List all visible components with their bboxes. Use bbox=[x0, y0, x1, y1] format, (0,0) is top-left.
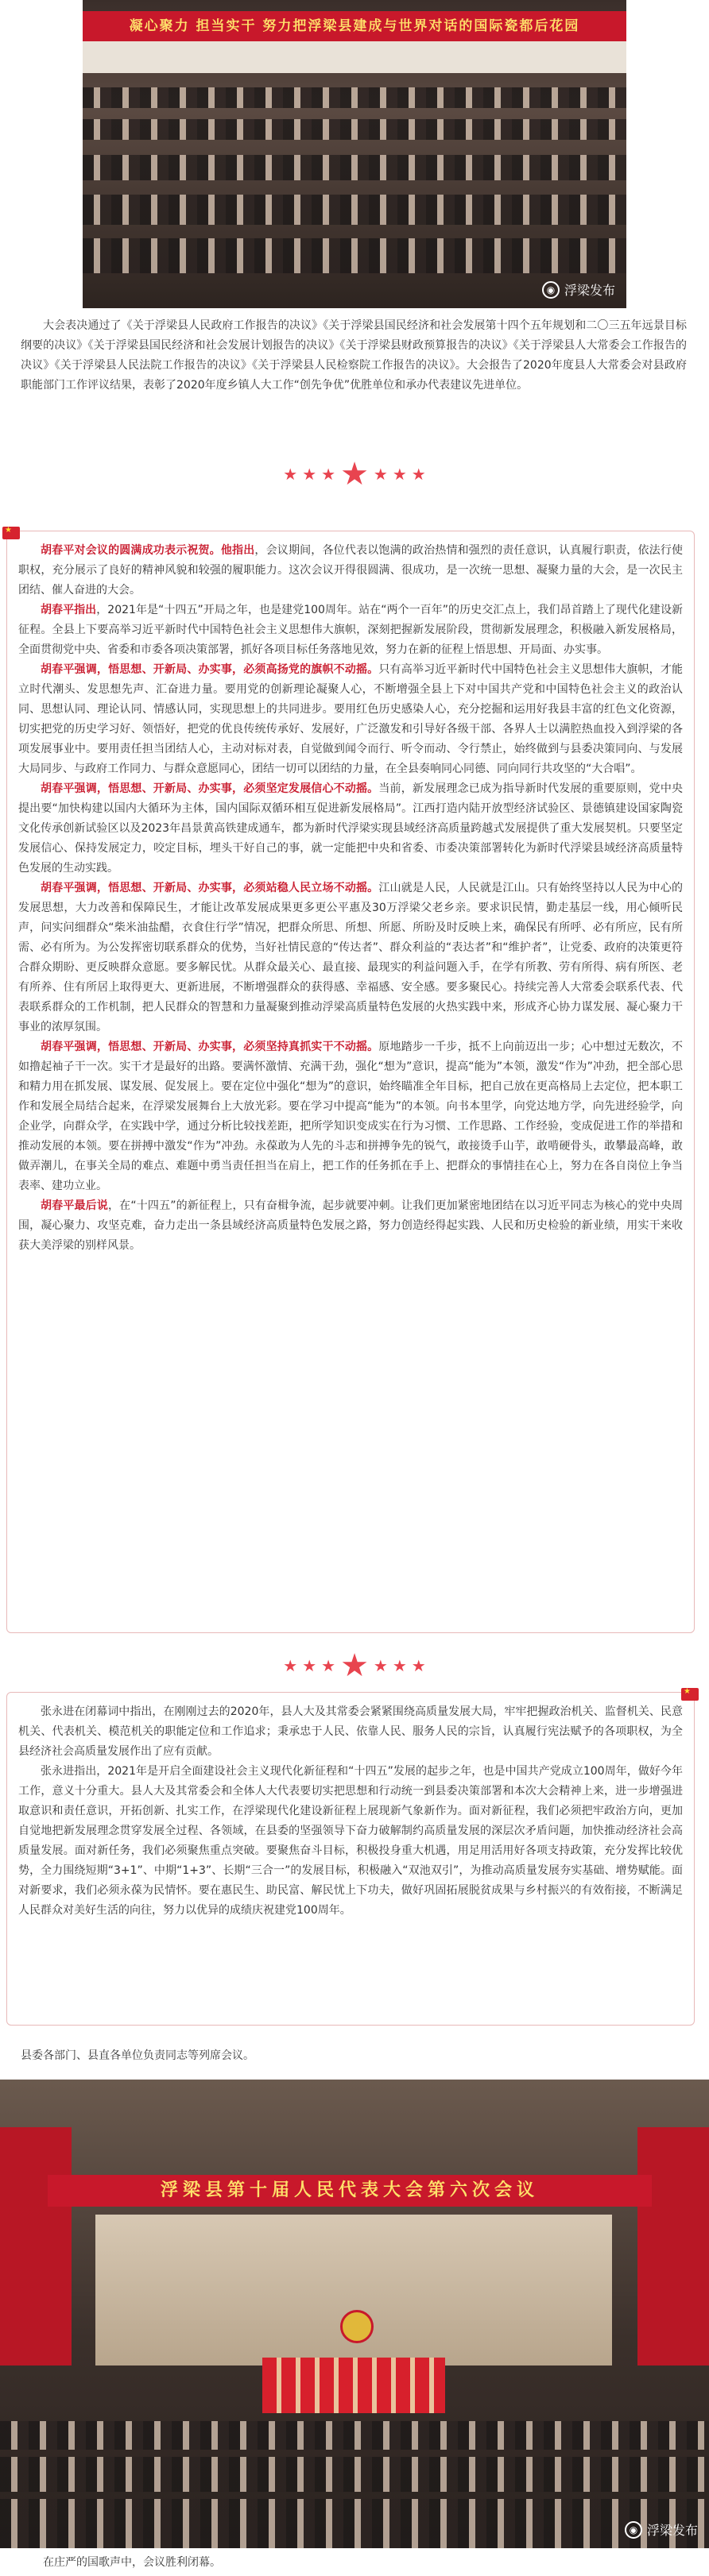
intro-text: 大会表决通过了《关于浮梁县人民政府工作报告的决议》《关于浮梁县国民经济和社会发展第十四个五年规划和二〇三五年远景目标纲要的决议》《关于浮梁县国民经济和社会发展计划报告的决议》《关于浮梁县财政预算报告的决议》《关于浮梁县人大常委会工作报告的决议》《关于浮梁县人民法院工作报告的决议》《关于浮梁县人民检察院工作报告的决议》。大会报告了2020年度县人大常委会对县政府职能部门工作评议结果，表彰了2020年度乡镇人大工作“创先争优”优胜单位和承办代表建议先进单位。 bbox=[21, 319, 687, 392]
star-divider bbox=[0, 1646, 709, 1686]
wechat-icon: ◉ bbox=[625, 2521, 642, 2539]
star-icon: ★ bbox=[411, 1656, 426, 1675]
intro-paragraph bbox=[21, 316, 687, 396]
closing-caption bbox=[21, 2553, 687, 2573]
speech-card-1 bbox=[6, 531, 695, 1633]
closing-text: 在庄严的国歌声中，会议胜利闭幕。 bbox=[43, 2556, 221, 2569]
photo2-banner: 浮梁县第十届人民代表大会第六次会议 bbox=[48, 2175, 652, 2207]
speech-card-2 bbox=[6, 1692, 695, 2026]
red-flags bbox=[262, 2358, 445, 2413]
card2-paragraph: 张永进在闭幕词中指出，在刚刚过去的2020年，县人大及其常委会紧紧围绕高质量发展大局，牢牢把握政治机关、监督机关、民意机关、代表机关、模范机关的职能定位和工作追求；秉承忠于人民、依靠人民、服务人民的宗旨，认真履行宪法赋予的各项职权，为全县经济社会高质量发展作出了应有贡献。 bbox=[18, 1705, 683, 1758]
national-emblem-icon bbox=[340, 2310, 374, 2343]
card2-paragraph: 张永进指出，2021年是开启全面建设社会主义现代化新征程和“十四五”发展的起步之年，也是中国共产党成立100周年，做好今年工作，意义十分重大。县人大及其常委会和全体人大代表要切实把思想和行动统一到县委决策部署和本次大会精神上来，进一步增强进取意识和责任意识，开拓创新、扎实工作，在浮梁现代化建设新征程上展现新气象新作为。面对新征程，我们必须把牢政治方向，更加自觉地把新发展理念贯穿发展全过程、各领域，在县委的坚强领导下奋力破解制约高质量发展的深层次矛盾问题，加快推动经济社会高质量发展。面对新任务，我们必须聚焦重点突破。要聚焦奋斗目标，积极投身重大机遇，用足用活用好各项支持政策，充分发挥比较优势，全力围绕短期“3+1”、中期“1+3”、长期“三合一”的发展目标，积极融入“双池双引”，为推动高质量发展夯实基础、增势赋能。面对新要求，我们必须永葆为民情怀。要在惠民生、助民富、解民忧上下功夫，做好巩固拓展脱贫成果与乡村振兴的有效衔接，不断满足人民群众对美好生活的向往，努力以优异的成绩庆祝建党100周年。 bbox=[18, 1765, 683, 1917]
curtain-right bbox=[637, 2127, 709, 2366]
audience-row bbox=[83, 195, 626, 225]
audience-row bbox=[83, 155, 626, 180]
audience-row bbox=[0, 2499, 709, 2548]
star-icon: ★ bbox=[373, 465, 388, 484]
star-icon: ★ bbox=[340, 1647, 369, 1684]
star-icon: ★ bbox=[392, 1656, 407, 1675]
star-icon: ★ bbox=[283, 1656, 298, 1675]
star-icon: ★ bbox=[411, 465, 426, 484]
watermark bbox=[542, 280, 615, 299]
watermark-text: 浮梁发布 bbox=[564, 283, 615, 298]
star-icon: ★ bbox=[302, 1656, 317, 1675]
star-icon: ★ bbox=[283, 465, 298, 484]
star-icon: ★ bbox=[302, 465, 317, 484]
card1-paragraph: 胡春平对会议的圆满成功表示祝贺。他指出，会议期间，各位代表以饱满的政治热情和强烈的责任意识，认真履行职责，依法行使职权，充分展示了良好的精神风貌和较强的履职能力。这次会议开得很圆满、很成功，是一次统一思想、凝聚力量的大会，是一次民主团结、催人奋进的大会。 bbox=[18, 544, 684, 597]
watermark bbox=[625, 2520, 698, 2539]
card1-paragraph: 胡春平最后说，在“十四五”的新征程上，只有奋楫争流，起步就要冲刺。让我们更加紧密地团结在以习近平同志为核心的党中央周围，凝心聚力、攻坚克难，奋力走出一条县域经济高质量特色发展之路，努力创造经得起实践、人民和历史检验的新业绩，用实干来收获大美浮梁的别样风景。 bbox=[18, 1199, 683, 1252]
hall-wall bbox=[83, 41, 626, 73]
audience-row bbox=[83, 87, 626, 108]
star-divider bbox=[0, 454, 709, 494]
attendees-caption bbox=[21, 2046, 687, 2066]
wechat-icon: ◉ bbox=[542, 281, 560, 299]
flag-icon bbox=[2, 527, 20, 539]
star-icon: ★ bbox=[340, 456, 369, 492]
audience-row bbox=[0, 2457, 709, 2492]
star-icon: ★ bbox=[321, 465, 336, 484]
conference-photo-2 bbox=[0, 2080, 709, 2548]
card1-paragraph: 胡春平指出，2021年是“十四五”开局之年，也是建党100周年。站在“两个一百年”的历史交汇点上，我们昂首踏上了现代化建设新征程。全县上下要高举习近平新时代中国特色社会主义思想伟大旗帜，深刻把握新发展阶段，贯彻新发展理念，积极融入新发展格局，全面贯彻党中央、省委和市委各项决策部署，抓好各项目标任务落地见效，努力在新的征程上悟思想、开局面、办实事。 bbox=[18, 604, 683, 656]
audience-row bbox=[83, 238, 626, 273]
flag-icon bbox=[681, 1688, 699, 1701]
audience-row bbox=[83, 119, 626, 140]
card1-paragraph: 胡春平强调，悟思想、开新局、办实事，必须高扬党的旗帜不动摇。只有高举习近平新时代中国特色社会主义思想伟大旗帜，才能立时代潮头、发思想先声、汇奋进力量。要用党的创新理论凝聚人心，不断增强全县上下对中国共产党和中国特色社会主义的政治认同、思想认同、理论认同、情感认同，实现思想上的共同进步。要用红色历史感染人心，充分挖掘和运用好我县丰富的红色文化资源，切实把党的历史学习好、领悟好，把党的优良传统传承好、发展好，广泛激发和引导好各级干部、各界人士以满腔热血投入到浮梁的各项发展事业中。要用责任担当团结人心，主动对标对表，自觉做到闻令而行、听令而动、令行禁止，始终做到与县委决策同向、与发展大局同步、与政府工作同力、与群众意愿同心，团结一切可以团结的力量，在全县奏响同心同德、同向同行共攻坚的“大合唱”。 bbox=[18, 663, 684, 775]
watermark-text: 浮梁发布 bbox=[646, 2523, 698, 2538]
star-icon: ★ bbox=[392, 465, 407, 484]
photo1-banner: 凝心聚力 担当实干 努力把浮梁县建成与世界对话的国际瓷都后花园 bbox=[83, 11, 626, 41]
card1-paragraph: 胡春平强调，悟思想、开新局、办实事，必须坚持真抓实干不动摇。原地踏步一千步，抵不上向前迈出一步；心中想过无数次，不如撸起袖子干一次。实干才是最好的出路。要满怀激情、充满干劲，强化“想为”意识，提高“能为”本领，激发“作为”冲劲，把全部心思和精力用在抓发展、谋发展、促发展上。要在定位中强化“想为”的意识，始终瞄准全年目标，把自己放在更高格局上去定位，把本职工作和发展全局结合起来，在浮梁发展舞台上大放光彩。要在学习中提高“能为”的本领。向书本里学，向党达地方学，向先进经验学，向企业学，向群众学，在实践中学，通过分析比较找差距，把所学知识变成实在行为习惯、工作思路、工作经验，变成促进工作的举措和推动发展的本领。要在拼搏中激发“作为”冲劲。永葆敢为人先的斗志和拼搏争先的锐气，敢接烫手山芋，敢啃硬骨头，敢攀最高峰，敢做弄潮儿，在事关全局的难点、难题中勇当责任担当在肩上，把工作的任务抓在手上、把群众的事情挂在心上，努力在各自岗位上争当表率、建功立业。 bbox=[18, 1041, 684, 1192]
card1-paragraph: 胡春平强调，悟思想、开新局、办实事，必须坚定发展信心不动摇。当前，新发展理念已成为指导新时代发展的重要原则，党中央提出要“加快构建以国内大循环为主体，国内国际双循环相互促进新发展格局”。江西打造内陆开放型经济试验区、景德镇建设国家陶瓷文化传承创新试验区以及2023年昌景黄高铁建成通车，都为新时代浮梁实现县域经济高质量跨越式发展提供了重大发展契机。只要坚定发展信心、保持发展定力，咬定目标，埋头干好自己的事，就一定能把中央和省委、市委决策部署转化为新时代浮梁县域经济高质量特色发展的生动实践。 bbox=[18, 782, 684, 875]
star-icon: ★ bbox=[321, 1656, 336, 1675]
attendees-text: 县委各部门、县直各单位负责同志等列席会议。 bbox=[21, 2049, 254, 2062]
conference-photo-1 bbox=[83, 0, 626, 308]
audience-row bbox=[0, 2421, 709, 2450]
curtain-left bbox=[0, 2127, 72, 2366]
card1-paragraph: 胡春平强调，悟思想、开新局、办实事，必须站稳人民立场不动摇。江山就是人民，人民就是江山。只有始终坚持以人民为中心的发展思想，大力改善和保障民生，才能让改革发展成果更多更公平惠及30万浮梁父老乡亲。要求识民情，勤走基层一线，用心倾听民声，问实问细群众“柴米油盐醋，衣食住行学”情况，把群众所思、所想、所愿、所盼及时反映上来，确保民有所呼、必有所应，民有所需、必有所为。为公发挥密切联系群众的优势，当好社情民意的“传达者”、群众利益的“表达者”和“维护者”，让党委、政府的决策更符合群众期盼、更反映群众意愿。要多解民忧。从群众最关心、最直接、最现实的利益问题入手，在学有所教、劳有所得、病有所医、老有所养、住有所居上取得更大、更新进展，不断增强群众的获得感、幸福感、安全感。要多聚民心。持续完善人大常委会联系代表、代表联系群众的工作机制，把人民群众的智慧和力量凝聚到推动浮梁高质量特色发展的火热实践中来，形成齐心协力谋发展、凝心聚力干事业的浓厚氛围。 bbox=[18, 882, 684, 1033]
star-icon: ★ bbox=[373, 1656, 388, 1675]
